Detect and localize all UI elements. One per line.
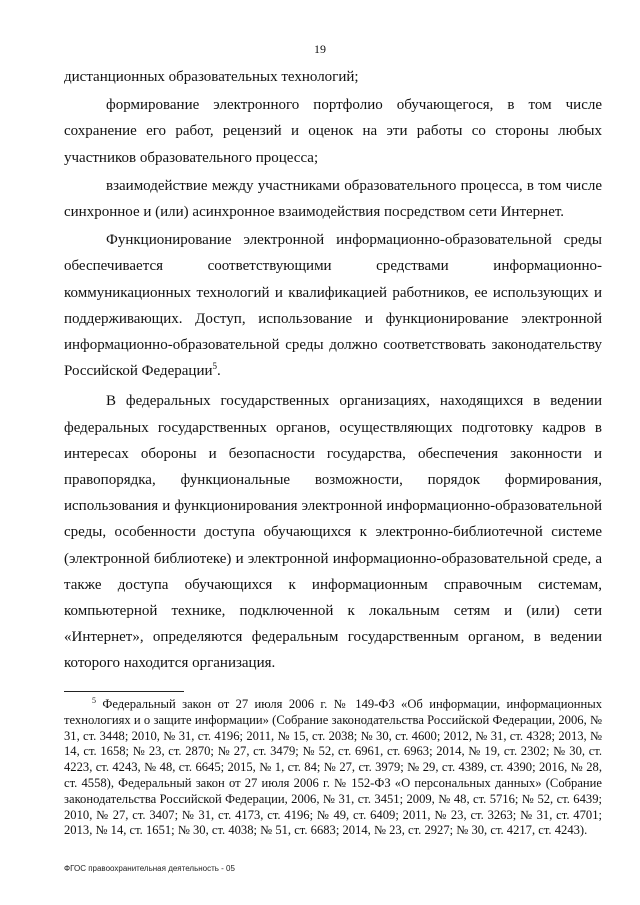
paragraph-1: дистанционных образовательных технологий; <box>64 69 359 85</box>
footnote-body <box>64 697 602 839</box>
paragraph-4-text: Функционирование электронной информационно-образовательной среды обеспечивается соответствующими средствами информационно-коммуникационных технологий и квалификацией работников, ее использующих и поддерживающих. Доступ, использование и функционирование электронной информационно-образовательной среды должно соответствовать законодательству Российской Федерации <box>64 232 602 380</box>
paragraph-2: формирование электронного портфолио обучающегося, в том числе сохранение его работ, рецензий и оценок на эти работы со стороны любых участников образовательного процесса; <box>64 97 602 166</box>
paragraph-5: В федеральных государственных организациях, находящихся в ведении федеральных государственных органов, осуществляющих подготовку кадров в интересах обороны и безопасности государства, обеспечения законности и правопорядка, функциональные возможности, порядок формирования, использования и функционирования электронной информационно-образовательной среды, особенности доступа обучающихся к электронно-библиотечной системе (электронной библиотеке) и электронной информационно-образовательной среде, а также доступа обучающихся к информационным справочным системам, компьютерной технике, подключенной к локальным сетям и (или) сети «Интернет», определяются федеральным государственным органом, в ведении которого находится организация. <box>64 393 602 672</box>
footnote-text: Федеральный закон от 27 июля 2006 г. № 149-ФЗ «Об информации, информационных технологиях и о защите информации» (Собрание законодательства Российской Федерации, 2006, № 31, ст. 3448; 2010, № 31, ст. 4196; 2011, № 15, ст. 2038; № 30, ст. 4600; 2012, № 31, ст. 4328; 2013, № 14, ст. 1658; № 23, ст. 2870; № 27, ст. 3479; № 52, ст. 6961, ст. 6963; 2014, № 19, ст. 2302; № 30, ст. 4223, ст. 4243, № 48, ст. 6645; 2015, № 1, ст. 84; № 27, ст. 3979; № 29, ст. 4389, ст. 4390; 2016, № 28, ст. 4558), Федеральный закон от 27 июля 2006 г. № 152-ФЗ «О персональных данных» (Собрание законодательства Российской Федерации, 2006, № 31, ст. 3451; 2009, № 48, ст. 5716; № 52, ст. 6439; 2010, № 27, ст. 3407; № 31, ст. 4173, ст. 4196; № 49, ст. 6409; 2011, № 23, ст. 3263; № 31, ст. 4701; 2013, № 14, ст. 1651; № 30, ст. 4038; № 51, ст. 6683; 2014, № 23, ст. 2927; № 30, ст. 4217, ст. 4243). <box>64 697 602 838</box>
footnote-divider <box>64 691 184 692</box>
footer-label: ФГОС правоохранительная деятельность - 05 <box>64 864 235 873</box>
paragraph-4 <box>64 227 602 384</box>
footnote <box>64 697 602 839</box>
paragraph-4-period: . <box>217 363 221 380</box>
page-number: 19 <box>314 42 326 56</box>
footnote-ref: 5 <box>212 361 218 372</box>
footnote-marker: 5 <box>92 695 96 705</box>
paragraph-3: взаимодействие между участниками образовательного процесса, в том числе синхронное и (или) асинхронное взаимодействия посредством сети Интернет. <box>64 177 602 221</box>
body-text <box>64 64 602 677</box>
